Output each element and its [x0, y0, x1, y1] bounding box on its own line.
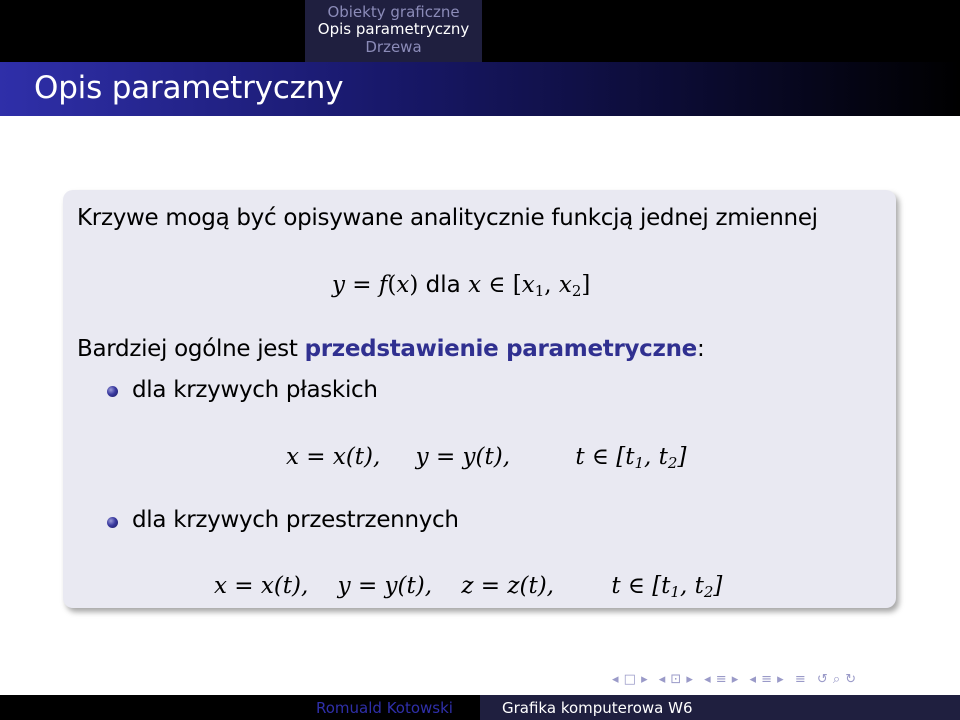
bullet-icon: [107, 517, 118, 528]
footer-author: Romuald Kotowski: [316, 699, 453, 717]
eq2-sub2: 2: [667, 454, 678, 472]
eq1-x1: x: [521, 272, 535, 298]
nav-section-obiekty[interactable]: Obiekty graficzne: [327, 3, 460, 21]
eq3-end: ]: [713, 573, 723, 599]
nav-frame-icon[interactable]: ◂ □ ▸: [612, 672, 649, 687]
eq1-x-domain: x: [468, 272, 482, 298]
eq1-in: ∈: [481, 272, 513, 298]
eq1-x2: x: [558, 272, 572, 298]
equation-function: [332, 272, 590, 300]
equation-spatial: [214, 573, 722, 601]
eq1-sub1: 1: [534, 282, 545, 300]
bullet-icon: [107, 386, 118, 397]
eq1-lbracket: [: [512, 272, 522, 298]
eq1-rbracket: ]: [581, 272, 591, 298]
frame-title: Opis parametryczny: [34, 70, 344, 106]
eq2-sub1: 1: [634, 454, 645, 472]
eq1-comma: ,: [544, 272, 559, 298]
general-bold-term: przedstawienie parametryczne: [304, 336, 697, 362]
section-navigation: [305, 0, 482, 62]
nav-section-icon[interactable]: ◂ ≡ ▸: [704, 672, 739, 687]
bullet-spatial-curves: dla krzywych przestrzennych: [132, 507, 459, 533]
eq3-t-prefix: t ∈ [t: [611, 573, 671, 599]
eq3-sub1: 1: [670, 583, 680, 601]
eq1-y: y: [332, 272, 345, 298]
eq2-t-prefix: t ∈ [t: [575, 444, 635, 470]
nav-subsection-icon[interactable]: ◂ ⊡ ▸: [658, 672, 694, 687]
eq1-sub2: 2: [571, 282, 582, 300]
eq1-equals: =: [345, 272, 379, 298]
eq3-x-part: x = x(t),: [214, 573, 309, 599]
footer-course: Grafika komputerowa W6: [502, 699, 693, 717]
top-bar-left: [0, 0, 305, 62]
bullet-planar-curves: dla krzywych płaskich: [132, 377, 378, 403]
eq1-x: x: [396, 272, 410, 298]
eq3-mid: , t: [679, 573, 704, 599]
eq1-rparen: ): [409, 272, 419, 298]
eq3-z-part: z = z(t),: [461, 573, 554, 599]
general-statement: [77, 336, 704, 362]
eq2-y-part: y = y(t),: [415, 444, 511, 470]
nav-section-opis[interactable]: Opis parametryczny: [317, 20, 470, 38]
nav-search-icon[interactable]: ↺ ⌕ ↻: [816, 672, 857, 687]
eq2-t-part: [575, 444, 686, 470]
nav-section-drzewa[interactable]: Drzewa: [365, 38, 422, 56]
nav-document-icon[interactable]: ◂ ≡ ▸: [749, 672, 785, 687]
frame-title-bar: [0, 62, 960, 116]
eq3-sub2: 2: [703, 583, 714, 601]
eq1-dla: dla: [418, 272, 469, 298]
equation-planar: [286, 444, 686, 472]
general-prefix: Bardziej ogólne jest: [77, 336, 305, 362]
footer-bar: [0, 695, 960, 720]
top-navigation-bar: [0, 0, 960, 62]
eq3-y-part: y = y(t),: [337, 573, 433, 599]
eq2-mid: , t: [644, 444, 668, 470]
intro-text: Krzywe mogą być opisywane analitycznie funkcją jednej zmiennej: [77, 205, 818, 231]
nav-align-icon[interactable]: ≡: [794, 672, 807, 687]
eq2-x-part: x = x(t),: [286, 444, 381, 470]
eq1-f: f: [378, 272, 388, 298]
eq1-lparen: (: [387, 272, 397, 298]
eq2-end: ]: [677, 444, 687, 470]
eq3-t-part: [611, 573, 722, 599]
navigation-symbols: [612, 672, 863, 687]
general-suffix: :: [696, 336, 705, 362]
